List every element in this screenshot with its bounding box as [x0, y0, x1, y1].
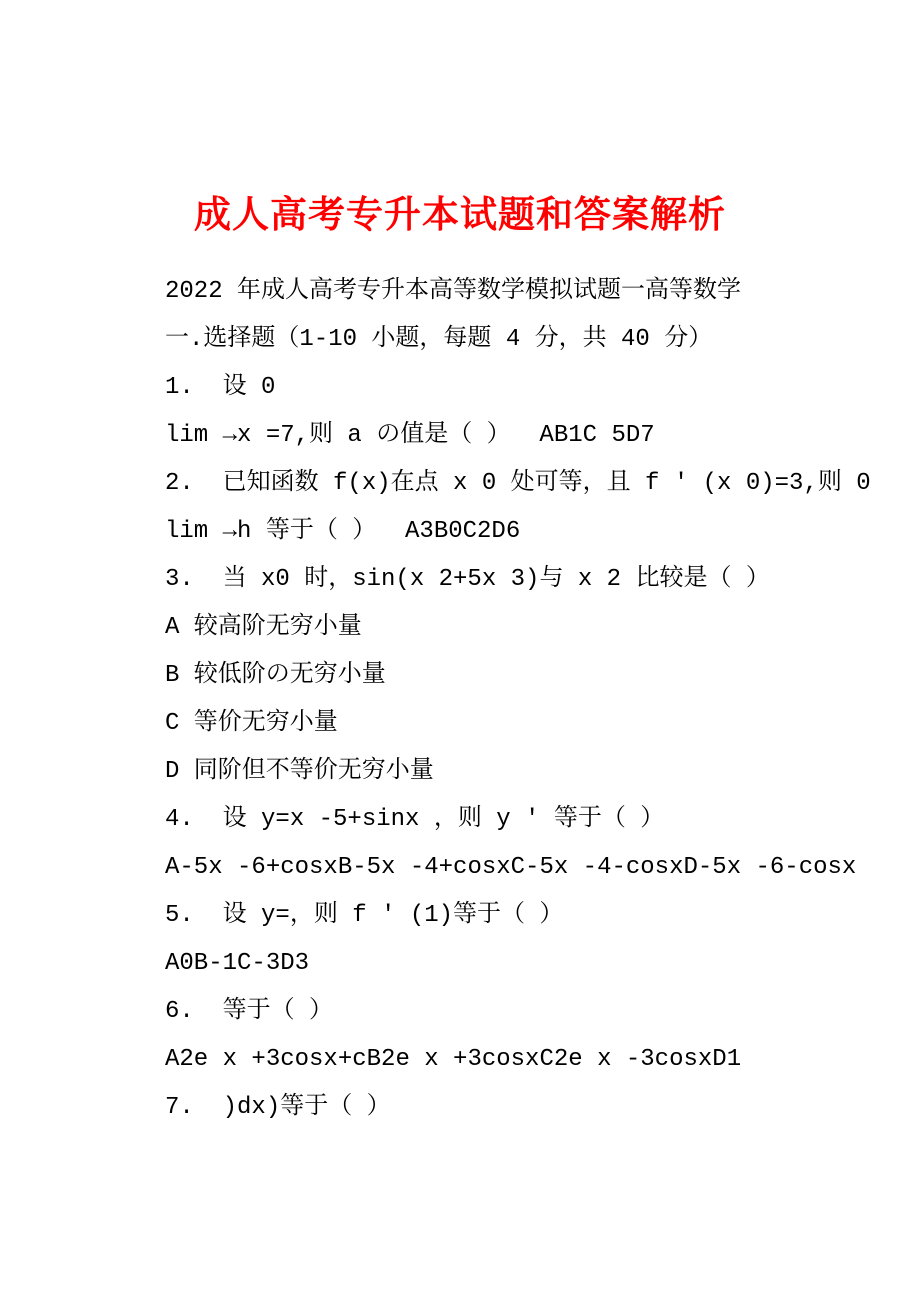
- doc-line-q7: 7. )dx)等于（ ）: [165, 1094, 391, 1121]
- doc-line-q3: 3. 当 x0 时，sin(x 2+5x 3)与 x 2 比较是（ ）: [165, 566, 770, 593]
- doc-line-subtitle: 2022 年成人高考专升本高等数学模拟试题一高等数学: [165, 278, 742, 305]
- doc-line-q3-option-b: B 较低阶の无穷小量: [165, 662, 386, 689]
- doc-line-q6-options: A2e x +3cosx+cB2e x +3cosxC2e x -3cosxD1: [165, 1046, 742, 1073]
- doc-line-q1: 1. 设 0: [165, 374, 276, 401]
- page-title: 成人高考专升本试题和答案解析: [194, 195, 726, 236]
- doc-line-section: 一.选择题（1-10 小题，每题 4 分，共 40 分）: [165, 326, 713, 353]
- document-body: [165, 268, 871, 1132]
- doc-line-q5-options: A0B-1C-3D3: [165, 950, 310, 977]
- doc-line-q2-formula: lim →h 等于（ ） A3B0C2D6: [165, 518, 521, 545]
- doc-line-q5: 5. 设 y=，则 f ′ (1)等于（ ）: [165, 902, 564, 929]
- doc-line-q3-option-c: C 等价无穷小量: [165, 710, 338, 737]
- doc-line-q3-option-a: A 较高阶无穷小量: [165, 614, 362, 641]
- doc-line-q4-options: A-5x -6+cosxB-5x -4+cosxC-5x -4-cosxD-5x -6-cosx: [165, 854, 857, 881]
- doc-line-q2: 2. 已知函数 f(x)在点 x 0 处可等，且 f ′ (x 0)=3,则 0: [165, 470, 871, 497]
- doc-line-q3-option-d: D 同阶但不等价无穷小量: [165, 758, 434, 785]
- doc-line-q6: 6. 等于（ ）: [165, 998, 334, 1025]
- doc-line-q1-formula: lim →x =7,则 a の值是（ ） AB1C 5D7: [165, 422, 655, 449]
- doc-line-q4: 4. 设 y=x -5+sinx ，则 y ′ 等于（ ）: [165, 806, 665, 833]
